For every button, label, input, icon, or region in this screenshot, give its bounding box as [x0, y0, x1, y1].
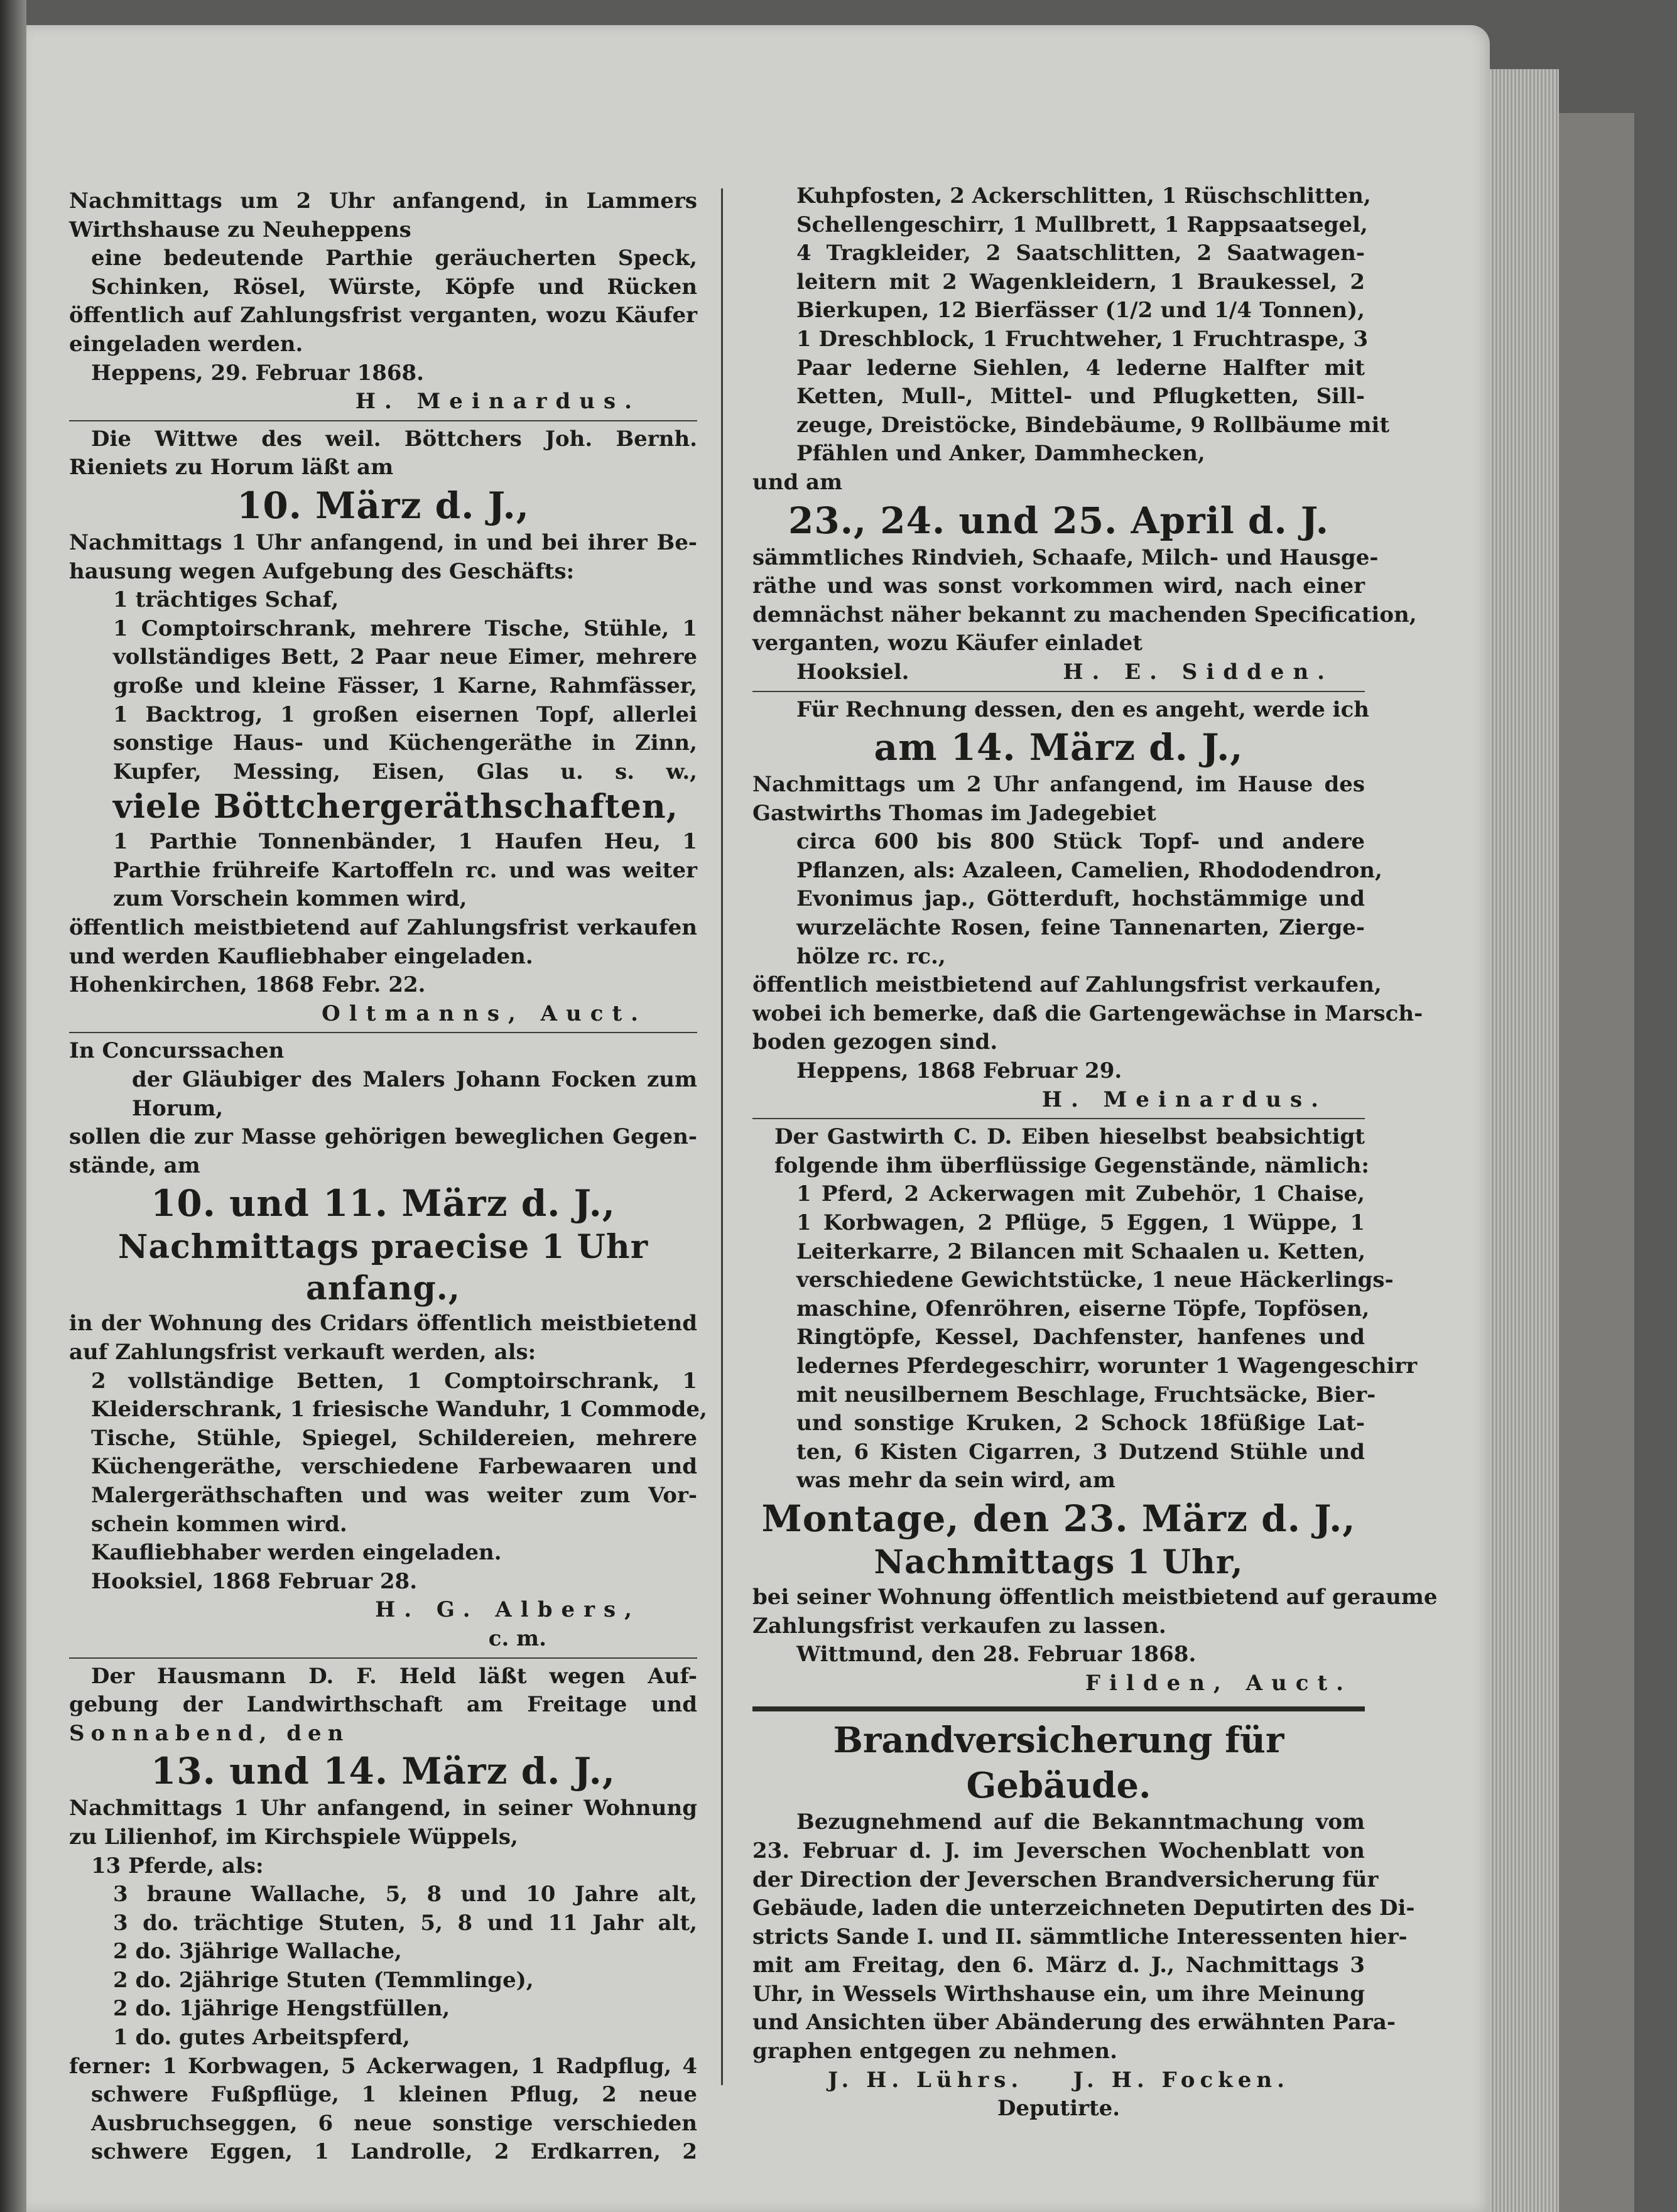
ad-line: schwere Eggen, 1 Landrolle, 2 Erdkarren, 2 — [91, 2139, 697, 2165]
ad-line: 13 Pferde, als: — [91, 1853, 264, 1879]
ad-line: ledernes Pferdegeschirr, worunter 1 Wagengeschirr — [796, 1353, 1418, 1379]
ad-signature: Filden, Auct. — [1085, 1670, 1352, 1696]
ad-line: sollen die zur Masse gehörigen beweglichen Gegen- — [69, 1124, 697, 1150]
ad-line: zeuge, Dreistöcke, Bindebäume, 9 Rollbäume mit — [796, 412, 1390, 438]
ad-line: Bierkupen, 12 Bierfässer (1/2 und 1/4 Tonnen), — [796, 298, 1365, 323]
ad-signature: Oltmanns, Auct. — [322, 1000, 647, 1026]
ad-line: Kuhpfosten, 2 Ackerschlitten, 1 Rüschschlitten, — [796, 183, 1371, 209]
ad-line: wobei ich bemerke, daß die Gartengewächse in Marsch- — [752, 1000, 1423, 1026]
notice-line: der Direction der Jeverschen Brandversicherung für — [752, 1867, 1379, 1892]
notice-line: Gebäude, laden die unterzeichneten Deputirten des Di- — [752, 1895, 1415, 1921]
ad-line: und werden Kaufliebhaber eingeladen. — [69, 943, 533, 969]
ad-line: Leiterkarre, 2 Bilancen mit Schaalen u. Ketten, — [796, 1239, 1366, 1264]
book-binding — [1559, 113, 1634, 2212]
ad-line: öffentlich meistbietend auf Zahlungsfrist verkaufen, — [752, 972, 1382, 998]
ad-line: Rieniets zu Horum läßt am — [69, 455, 394, 480]
facing-page-edge — [0, 0, 26, 2212]
ad-plant-auction — [752, 696, 1423, 1115]
ad-line: Evonimus jap., Götterduft, hochstämmige und — [796, 886, 1365, 912]
ad-line: gebung der Landwirthschaft am Freitage und — [69, 1692, 697, 1718]
ad-line: der Gläubiger des Malers Johann Focken zum — [132, 1067, 697, 1093]
ad-line: räthe und was sonst vorkommen wird, nach einer — [752, 573, 1365, 599]
ad-line: Kupfer, Messing, Eisen, Glas u. s. w., — [113, 759, 697, 784]
ad-line: 2 do. 2jährige Stuten (Temmlinge), — [113, 1967, 534, 1993]
ad-line: Zahlungsfrist verkaufen zu lassen. — [752, 1613, 1166, 1639]
ad-line: was mehr da sein wird, am — [796, 1468, 1115, 1494]
ad-line: Kaufliebhaber werden eingeladen. — [91, 1540, 502, 1566]
ad-signature: H. G. Albers, — [375, 1597, 641, 1623]
ad-line: Ausbruchseggen, 6 neue sonstige verschieden — [91, 2110, 697, 2136]
ad-highlight: viele Böttchergeräthschaften, — [113, 788, 678, 827]
ad-line: eine bedeutende Parthie geräucherten Speck, — [91, 246, 697, 271]
ad-date-heading: 10. und 11. März d. J., — [150, 1182, 616, 1225]
ad-date-line: Heppens, 29. Februar 1868. — [91, 360, 425, 386]
ad-eiben-auction — [752, 1123, 1438, 1698]
ad-separator — [752, 691, 1365, 692]
ad-line: eingeladen werden. — [69, 331, 303, 357]
section-separator — [752, 1706, 1365, 1711]
ad-line: Tische, Stühle, Spiegel, Schildereien, mehrere — [91, 1425, 697, 1451]
ad-line: 2 do. 1jährige Hengstfüllen, — [113, 1996, 450, 2022]
ad-line: Nachmittags 1 Uhr anfangend, in und bei ihrer Be- — [69, 529, 697, 555]
ad-date-line: Hooksiel, 1868 Februar 28. — [91, 1568, 418, 1594]
ad-line: hausung wegen Aufgebung des Geschäfts: — [69, 558, 575, 584]
ad-footer — [752, 658, 1365, 687]
ad-signature: H. Meinardus. — [1041, 1087, 1327, 1112]
ad-line: Die Wittwe des weil. Böttchers Joh. Bernh. — [91, 426, 697, 452]
ad-date-heading: am 14. März d. J., — [874, 726, 1244, 769]
notice-line: Uhr, in Wessels Wirthshause ein, um ihre Meinung — [752, 1981, 1365, 2007]
notice-line: mit am Freitag, den 6. März d. J., Nachmittags 3 — [752, 1953, 1365, 1978]
ad-line: vollständiges Bett, 2 Paar neue Eimer, mehrere — [113, 644, 697, 670]
ad-line: 1 do. gutes Arbeitspferd, — [113, 2025, 410, 2051]
ad-line: Wirthshause zu Neuheppens — [69, 217, 411, 242]
ad-signature: H. E. Sidden. — [1063, 659, 1333, 685]
ad-date-heading: 23., 24. und 25. April d. J. — [788, 499, 1329, 542]
ad-line: 1 Backtrog, 1 großen eisernen Topf, allerlei — [113, 702, 697, 727]
ad-widow-auction — [69, 425, 697, 1029]
ad-line: circa 600 bis 800 Stück Topf- und andere — [796, 829, 1365, 855]
notice-line: graphen entgegen zu nehmen. — [752, 2039, 1117, 2064]
ad-line: 2 do. 3jährige Wallache, — [113, 1939, 402, 1965]
ad-line: große und kleine Fässer, 1 Karne, Rahmfässer, — [113, 673, 697, 698]
column-divider — [721, 188, 723, 2085]
notice-signatures: J. H. Lührs. J. H. Focken. — [828, 2067, 1289, 2093]
ad-separator — [69, 1032, 697, 1033]
ad-line: Küchengeräthe, verschiedene Farbewaaren und — [91, 1454, 697, 1480]
ad-line: 1 Comptoirschrank, mehrere Tische, Stühle, 1 — [113, 615, 697, 641]
ad-line: Schinken, Rösel, Würste, Köpfe und Rücken — [91, 274, 697, 300]
ad-date-heading: Montage, den 23. März d. J., — [761, 1497, 1356, 1540]
ad-line: öffentlich meistbietend auf Zahlungsfrist verkaufen — [69, 915, 697, 941]
ad-line: zum Vorschein kommen wird, — [113, 886, 467, 912]
notice-line: 23. Februar d. J. im Jeverschen Wochenblatt von — [752, 1838, 1365, 1863]
notice-line: und Ansichten über Abänderung des erwähnten Para- — [752, 2010, 1396, 2036]
ad-date-line: Hohenkirchen, 1868 Febr. 22. — [69, 972, 426, 998]
ad-line: Kleiderschrank, 1 friesische Wanduhr, 1 Commode, — [91, 1397, 707, 1423]
ad-line: Der Gastwirth C. D. Eiben hieselbst beabsichtigt — [774, 1124, 1365, 1150]
ad-line: 3 do. trächtige Stuten, 5, 8 und 11 Jahr alt, — [113, 1910, 697, 1936]
ad-line: Malergeräthschaften und was weiter zum Vor- — [91, 1482, 697, 1508]
ad-line: sämmtliches Rindvieh, Schaafe, Milch- und Hausge- — [752, 545, 1379, 570]
ad-line: schwere Fußpflüge, 1 kleinen Pflug, 2 neue — [91, 2082, 697, 2108]
notice-title: Brandversicherung für Gebäude. — [833, 1720, 1284, 1807]
ad-line: verschiedene Gewichtstücke, 1 neue Häckerlings- — [796, 1267, 1394, 1293]
ad-line: schein kommen wird. — [91, 1511, 347, 1537]
ad-line: hölze rc. rc., — [796, 943, 946, 969]
ad-line: 1 Pferd, 2 Ackerwagen mit Zubehör, 1 Chaise, — [796, 1181, 1365, 1207]
ad-line: Pflanzen, als: Azaleen, Camelien, Rhododendron, — [796, 857, 1382, 883]
page-stack-edge — [1490, 69, 1559, 2212]
ad-line: Schellengeschirr, 1 Mullbrett, 1 Rappsaatsegel, — [796, 212, 1368, 237]
ad-line: 2 vollständige Betten, 1 Comptoirschrank, 1 — [91, 1368, 697, 1394]
ad-line: 1 Dreschblock, 1 Fruchtweher, 1 Fruchtraspe, 3 — [796, 326, 1369, 352]
notice-fire-insurance — [752, 1718, 1415, 2123]
ad-separator — [69, 420, 697, 421]
ad-place: Hooksiel. — [796, 659, 909, 685]
notice-role: Deputirte. — [997, 2096, 1121, 2122]
ad-line: Der Hausmann D. F. Held läßt wegen Auf- — [91, 1663, 697, 1689]
ad-line: Sonnabend, den — [69, 1720, 350, 1746]
ad-held-auction — [69, 1662, 697, 2167]
ad-separator — [752, 1118, 1365, 1119]
ad-line: 3 braune Wallache, 5, 8 und 10 Jahre alt, — [113, 1882, 697, 1907]
ad-line: öffentlich auf Zahlungsfrist verganten, wozu Käufer — [69, 303, 697, 328]
ad-date-line: Wittmund, den 28. Februar 1868. — [796, 1642, 1197, 1667]
ad-line: folgende ihm überflüssige Gegenstände, nämlich: — [774, 1152, 1369, 1178]
left-column — [69, 187, 707, 2167]
ad-separator — [69, 1657, 697, 1659]
ad-date-heading: 10. März d. J., — [237, 484, 529, 527]
ad-speck-auction — [69, 187, 697, 416]
ad-line: leitern mit 2 Wagenkleidern, 1 Braukessel, 2 — [796, 269, 1365, 295]
ad-line: Parthie frühreife Kartoffeln rc. und was weiter — [113, 857, 697, 883]
ad-line: sonstige Haus- und Küchengeräthe in Zinn, — [113, 730, 697, 756]
ad-line: 1 trächtiges Schaf, — [113, 587, 339, 613]
ad-line: in der Wohnung des Cridars öffentlich meistbietend — [69, 1311, 697, 1336]
ad-line: 4 Tragkleider, 2 Saatschlitten, 2 Saatwagen- — [796, 241, 1365, 266]
ad-line: Ketten, Mull-, Mittel- und Pflugketten, Sill- — [796, 384, 1365, 409]
ad-line: mit neusilbernem Beschlage, Fruchtsäcke, Bier- — [796, 1382, 1376, 1407]
ad-line: und sonstige Kruken, 2 Schock 18füßige Lat- — [796, 1411, 1365, 1436]
ad-line: Nachmittags 1 Uhr anfangend, in seiner Wohnung — [69, 1796, 697, 1821]
ad-line: demnächst näher bekannt zu machenden Specification, — [752, 602, 1417, 627]
ad-line: stände, am — [69, 1152, 200, 1178]
notice-line: stricts Sande I. und II. sämmtliche Interessenten hier- — [752, 1924, 1408, 1949]
ad-signature-sub: c. m. — [488, 1625, 546, 1651]
ad-line: Gastwirths Thomas im Jadegebiet — [752, 800, 1156, 826]
ad-line: ten, 6 Kisten Cigarren, 3 Dutzend Stühle und — [796, 1439, 1365, 1465]
ad-line: bei seiner Wohnung öffentlich meistbietend auf geraume — [752, 1584, 1438, 1610]
ad-line: boden gezogen sind. — [752, 1029, 998, 1055]
ad-line: In Concurssachen — [69, 1038, 285, 1064]
ad-held-auction-continued — [752, 182, 1417, 687]
ad-line: ferner: 1 Korbwagen, 5 Ackerwagen, 1 Radpflug, 4 — [69, 2053, 697, 2079]
ad-line: wurzelächte Rosen, feine Tannenarten, Zierge- — [796, 915, 1365, 941]
ad-line: Pfählen und Anker, Dammhecken, — [796, 441, 1205, 467]
notice-line: Bezugnehmend auf die Bekanntmachung vom — [796, 1809, 1365, 1835]
ad-time-heading: Nachmittags 1 Uhr, — [874, 1542, 1244, 1581]
ad-time-heading: Nachmittags praecise 1 Uhr anfang., — [117, 1228, 649, 1308]
ad-line: und am — [752, 469, 843, 495]
ad-line: verganten, wozu Käufer einladet — [752, 631, 1142, 656]
ad-line: Nachmittags um 2 Uhr anfangend, in Lammers — [69, 188, 697, 214]
ad-line: Ringtöpfe, Kessel, Dachfenster, hanfenes und — [796, 1325, 1365, 1350]
ad-line: zu Lilienhof, im Kirchspiele Wüppels, — [69, 1824, 518, 1850]
ad-date-heading: 13. und 14. März d. J., — [150, 1750, 616, 1793]
right-column — [752, 182, 1438, 2123]
ad-line: maschine, Ofenröhren, eiserne Töpfe, Topfösen, — [796, 1296, 1370, 1321]
ad-line: Horum, — [132, 1095, 224, 1121]
ad-line: Paar lederne Siehlen, 4 lederne Halfter mit — [796, 355, 1365, 381]
ad-line: Nachmittags um 2 Uhr anfangend, im Hause des — [752, 772, 1365, 798]
ad-line: Für Rechnung dessen, den es angeht, werde ich — [796, 697, 1370, 722]
ad-line: 1 Parthie Tonnenbänder, 1 Haufen Heu, 1 — [113, 829, 697, 855]
ad-line: 1 Korbwagen, 2 Pflüge, 5 Eggen, 1 Wüppe, 1 — [796, 1210, 1365, 1235]
ad-date-line: Heppens, 1868 Februar 29. — [796, 1058, 1122, 1084]
ad-concurs-auction — [69, 1037, 707, 1653]
ad-line: auf Zahlungsfrist verkauft werden, als: — [69, 1340, 536, 1365]
ad-signature: H. Meinardus. — [355, 389, 641, 415]
